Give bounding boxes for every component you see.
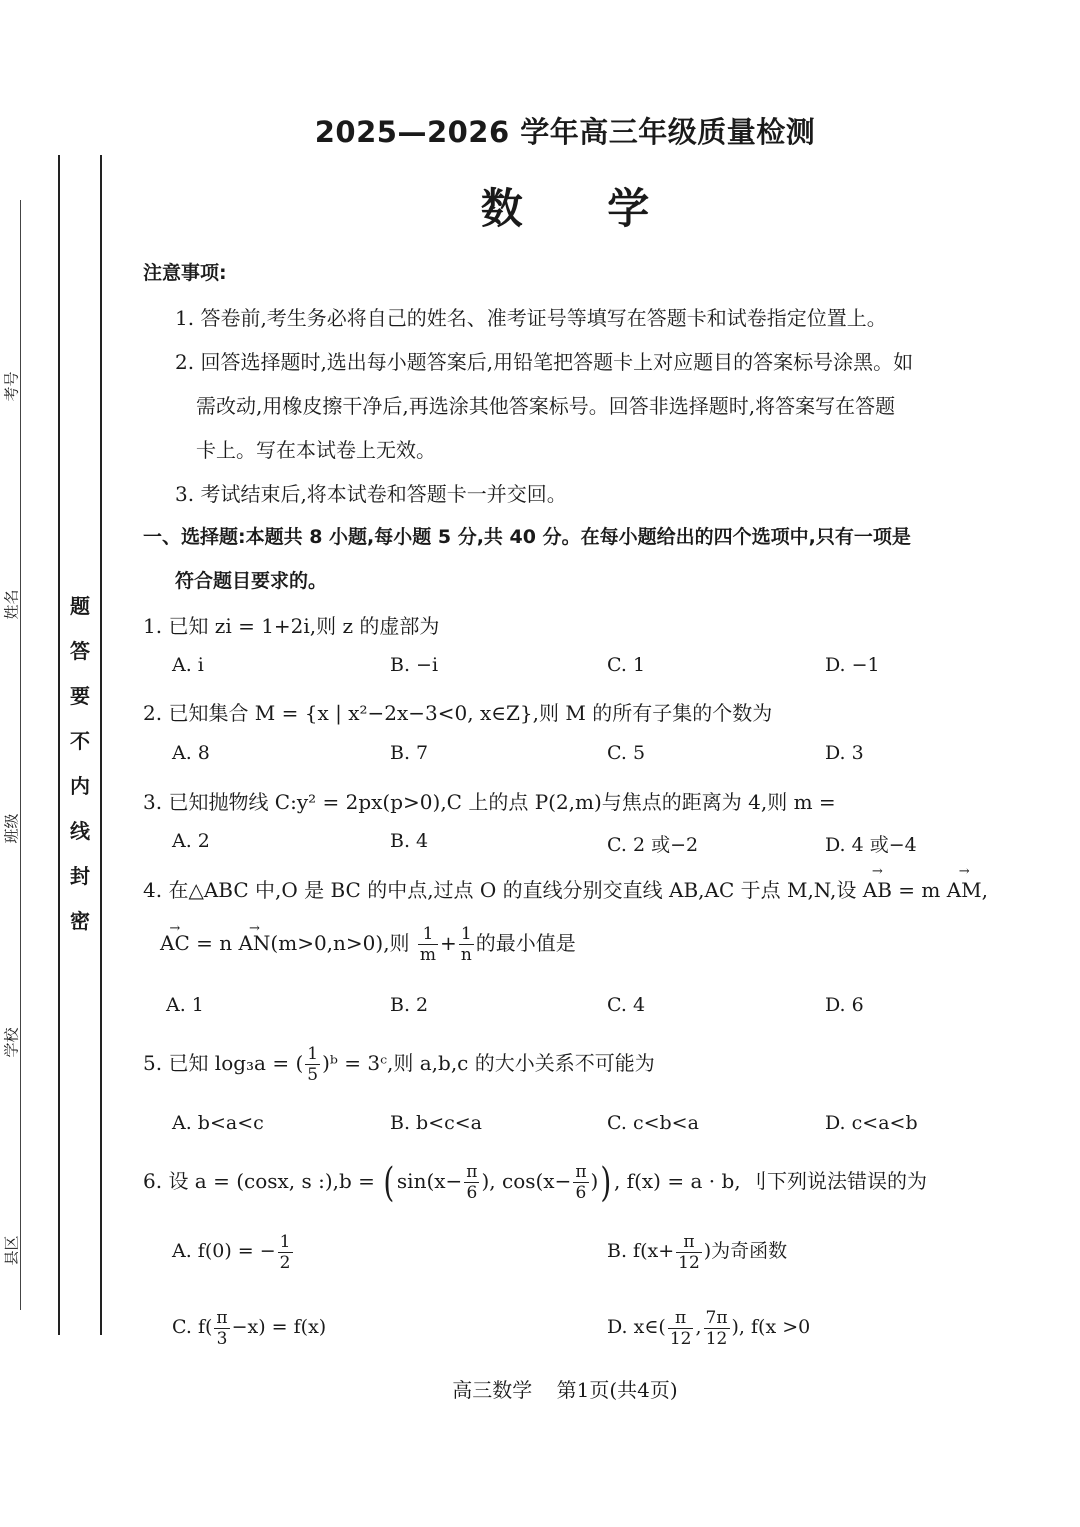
q4-eq-m: = m xyxy=(898,878,941,902)
fraction-1-over-5 xyxy=(305,1044,320,1085)
fraction-pi-over-6 xyxy=(573,1162,588,1203)
fraction-7pi-over-12 xyxy=(704,1308,730,1349)
question-5-stem xyxy=(143,1040,655,1086)
q6-option-a xyxy=(172,1226,295,1276)
q1-option-d: D. −1 xyxy=(825,654,880,676)
vector-am: → AM xyxy=(947,878,982,902)
q4-comma: , xyxy=(981,878,988,902)
q4-option-c: C. 4 xyxy=(607,994,646,1016)
page-footer: 高三数学 第1页(共4页) xyxy=(452,1378,678,1402)
frac-num: 1 xyxy=(279,1231,291,1252)
q6-d-text: D. x∈( xyxy=(607,1316,666,1338)
q5-option-a: A. b<a<c xyxy=(172,1112,264,1134)
q1-option-a: A. i xyxy=(172,654,204,676)
notice-item-2-cont: 需改动,用橡皮擦干净后,再选涂其他答案标号。回答非选择题时,将答案写在答题 xyxy=(196,394,896,418)
q6-pre: 6. 设 a = (cosx, s :),b = xyxy=(143,1169,375,1193)
frac-den: 6 xyxy=(466,1183,478,1203)
q4-text: 4. 在△ABC 中,O 是 BC 的中点,过点 O 的直线分别交直线 AB,AC 于点 M,N,设 xyxy=(143,878,857,902)
seal-char: 答 xyxy=(70,639,90,663)
frac-den: 6 xyxy=(575,1183,587,1203)
section-heading-cont: 符合题目要求的。 xyxy=(175,570,328,592)
q6-c-text: C. f( xyxy=(172,1316,213,1338)
vector-an: → AN xyxy=(238,920,270,966)
notice-item-1: 1. 答卷前,考生务必将自己的姓名、准考证号等填写在答题卡和试卷指定位置上。 xyxy=(175,306,887,330)
frac-den: 12 xyxy=(705,1328,728,1349)
frac-num: 1 xyxy=(459,924,474,945)
question-6-stem xyxy=(143,1156,927,1206)
frac-num: 1 xyxy=(418,924,438,945)
q6-inner1: sin(x− xyxy=(396,1169,463,1193)
question-3-stem: 3. 已知抛物线 C:y² = 2px(p>0),C 上的点 P(2,m)与焦点的距离为 4,则 m = xyxy=(143,790,836,814)
q4-option-d: D. 6 xyxy=(825,994,864,1016)
q4-eq-n: = n xyxy=(196,931,233,955)
frac-den: 3 xyxy=(216,1328,228,1349)
q6-inner3: ) xyxy=(590,1169,599,1193)
q5-option-c: C. c<b<a xyxy=(607,1112,699,1134)
seal-text xyxy=(66,584,94,944)
fraction-1-over-n xyxy=(459,924,474,965)
seal-char: 线 xyxy=(70,819,90,843)
q2-option-a: A. 8 xyxy=(172,742,210,764)
fraction-pi-over-12 xyxy=(668,1308,694,1349)
q4-tail: 的最小值是 xyxy=(475,931,576,955)
frac-num: 7π xyxy=(705,1307,728,1328)
subject-title: 数 学 xyxy=(480,184,650,233)
q6-b-post: )为奇函数 xyxy=(703,1240,788,1262)
q5-post: )ᵇ = 3ᶜ,则 a,b,c 的大小关系不可能为 xyxy=(322,1051,655,1075)
frac-num: π xyxy=(676,1232,702,1253)
left-paren-icon: ( xyxy=(383,1159,395,1206)
section-heading: 一、选择题:本题共 8 小题,每小题 5 分,共 40 分。在每小题给出的四个选项中,只有一项是 xyxy=(143,526,911,548)
q3-option-d: D. 4 或−4 xyxy=(825,834,917,856)
q6-b-text: B. f(x+ xyxy=(607,1240,675,1262)
q2-option-b: B. 7 xyxy=(390,742,429,764)
q6-d-comma: , xyxy=(695,1316,702,1338)
q6-option-b xyxy=(607,1226,787,1276)
frac-num: π xyxy=(668,1308,694,1329)
q1-option-c: C. 1 xyxy=(607,654,646,676)
vector-ab: → AB xyxy=(863,878,892,902)
seal-char: 题 xyxy=(70,594,90,618)
binding-line xyxy=(20,200,21,1310)
q5-pre: 5. 已知 log₃a = ( xyxy=(143,1051,304,1075)
school-label: 学校 xyxy=(2,1027,21,1058)
fraction-1-over-m xyxy=(418,924,438,965)
seal-line-left xyxy=(58,155,60,1335)
right-paren-icon: ) xyxy=(600,1159,612,1206)
county-label: 县区 xyxy=(2,1235,21,1266)
q2-option-d: D. 3 xyxy=(825,742,864,764)
fraction-pi-over-3 xyxy=(214,1308,229,1349)
q4-cond: (m>0,n>0),则 xyxy=(270,931,410,955)
q3-option-c: C. 2 或−2 xyxy=(607,834,699,856)
notice-item-3: 3. 考试结束后,将本试卷和答题卡一并交回。 xyxy=(175,482,567,506)
seal-char: 封 xyxy=(70,864,90,888)
frac-den: m xyxy=(419,945,437,965)
q4-option-a: A. 1 xyxy=(166,994,204,1016)
exam-title: 2025—2026 学年高三年级质量检测 xyxy=(314,115,816,149)
seal-line-right xyxy=(100,155,102,1335)
q6-d-post: ), f(x >0 xyxy=(731,1316,811,1338)
q4-plus: + xyxy=(440,931,457,955)
q6-option-d xyxy=(607,1302,810,1352)
q6-post: , f(x) = a · b, 刂下列说法错误的为 xyxy=(613,1169,927,1193)
q3-option-b: B. 4 xyxy=(390,830,429,852)
frac-den: n xyxy=(460,945,472,965)
q6-c-post: −x) = f(x) xyxy=(231,1316,327,1338)
vector-ac: → AC xyxy=(160,920,190,966)
seal-char: 内 xyxy=(70,774,90,798)
frac-num: π xyxy=(466,1162,478,1182)
question-4-stem-cont xyxy=(160,920,576,966)
fraction-pi-over-12 xyxy=(676,1232,702,1273)
exam-number-label: 考号 xyxy=(2,371,21,402)
notice-item-2-cont2: 卡上。写在本试卷上无效。 xyxy=(196,438,436,462)
frac-num: π xyxy=(575,1162,587,1182)
frac-num: 1 xyxy=(307,1044,319,1064)
q1-option-b: B. −i xyxy=(390,654,439,676)
fraction-1-over-2 xyxy=(278,1232,293,1273)
q4-option-b: B. 2 xyxy=(390,994,429,1016)
frac-den: 2 xyxy=(279,1252,291,1273)
q3-option-a: A. 2 xyxy=(172,830,210,852)
frac-den: 5 xyxy=(307,1065,319,1085)
frac-den: 12 xyxy=(669,1328,692,1349)
frac-den: 12 xyxy=(678,1252,700,1273)
question-4-stem xyxy=(143,874,988,903)
seal-char: 要 xyxy=(70,684,90,708)
question-2-stem: 2. 已知集合 M = {x | x²−2x−3<0, x∈Z},则 M 的所有子集的个数为 xyxy=(143,701,773,725)
q2-option-c: C. 5 xyxy=(607,742,646,764)
q6-inner2: ), cos(x− xyxy=(481,1169,572,1193)
fraction-pi-over-6 xyxy=(464,1162,479,1203)
class-label: 班级 xyxy=(2,813,21,844)
q5-option-d: D. c<a<b xyxy=(825,1112,918,1134)
q5-option-b: B. b<c<a xyxy=(390,1112,483,1134)
name-label: 姓名 xyxy=(2,589,21,620)
seal-char: 不 xyxy=(70,729,90,753)
seal-char: 密 xyxy=(70,909,90,933)
frac-num: π xyxy=(216,1307,228,1328)
q6-a-text: A. f(0) = − xyxy=(172,1240,276,1262)
q6-option-c xyxy=(172,1302,326,1352)
notice-item-2: 2. 回答选择题时,选出每小题答案后,用铅笔把答题卡上对应题目的答案标号涂黑。如 xyxy=(175,350,914,374)
notice-heading: 注意事项: xyxy=(143,262,227,284)
question-1-stem: 1. 已知 zi = 1+2i,则 z 的虚部为 xyxy=(143,614,440,638)
